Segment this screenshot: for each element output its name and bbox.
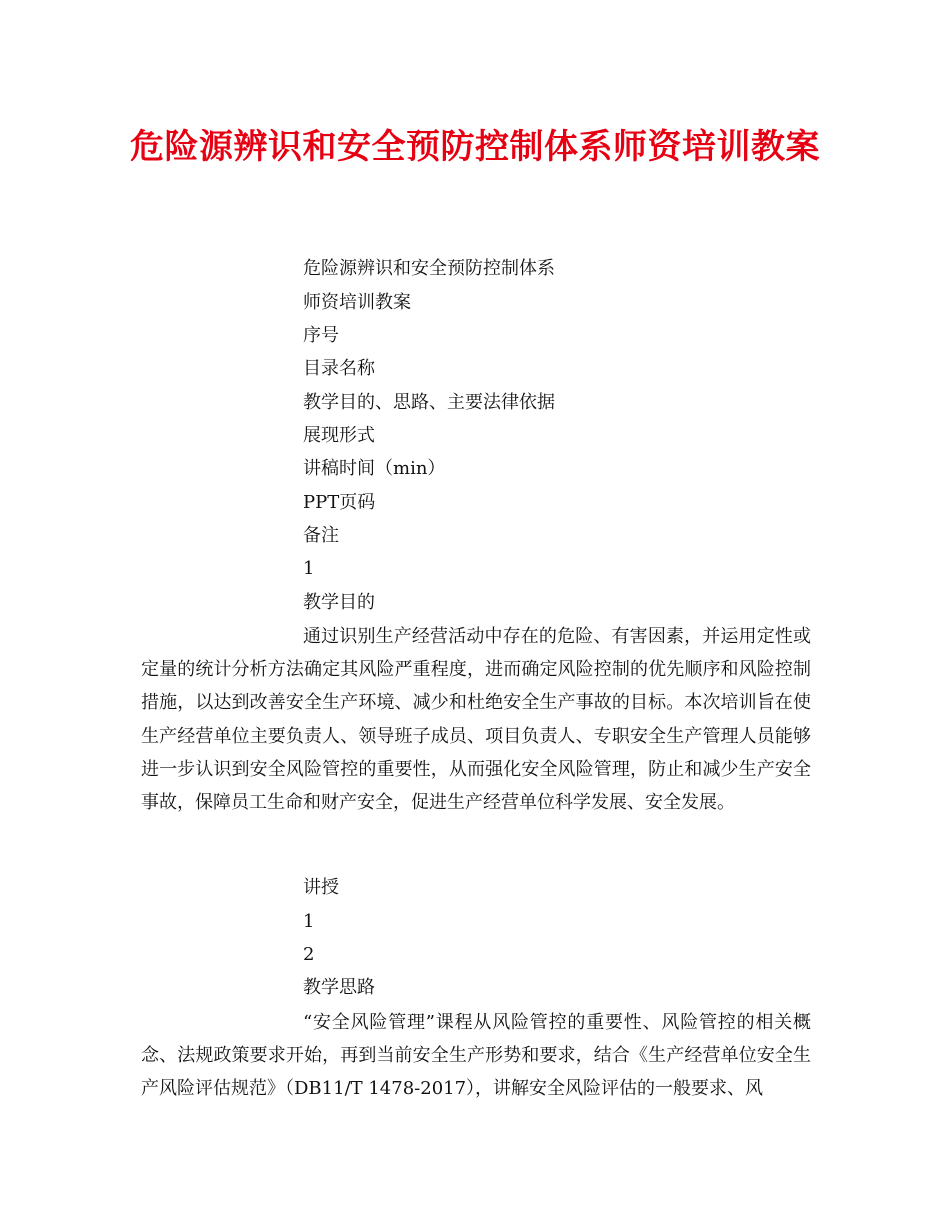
table-header-purpose: 教学目的、思路、主要法律依据: [303, 392, 555, 413]
section-label: 教学目的: [303, 592, 375, 613]
section-label: 教学思路: [303, 977, 375, 998]
format-value: 讲授: [303, 877, 339, 898]
table-header-format: 展现形式: [303, 425, 375, 446]
document-title: 危险源辨识和安全预防控制体系师资培训教案: [130, 127, 820, 167]
heading-line: 师资培训教案: [303, 292, 411, 313]
table-header-number: 序号: [303, 325, 339, 346]
page-value: 2: [303, 944, 315, 965]
table-header-notes: 备注: [303, 525, 339, 546]
approach-paragraph: “安全风险管理”课程从风险管控的重要性、风险管控的相关概念、法规政策要求开始，再到当前安全生产形势和要求，结合《生产经营单位安全生产风险评估规范》（DB11/T 1478-2017），讲解安全风险评估的一般要求、风: [141, 1012, 811, 1100]
table-header-ppt-page: PPT页码: [303, 492, 376, 513]
purpose-paragraph: 通过识别生产经营活动中存在的危险、有害因素，并运用定性或定量的统计分析方法确定其风险严重程度，进而确定风险控制的优先顺序和风险控制措施，以达到改善安全生产环境、减少和杜绝安全生产事故的目标。本次培训旨在使生产经营单位主要负责人、领导班子成员、项目负责人、专职安全生产管理人员能够进一步认识到安全风险管控的重要性，从而强化安全风险管理，防止和减少生产安全事故，保障员工生命和财产安全，促进生产经营单位科学发展、安全发展。: [141, 626, 811, 814]
time-value: 1: [303, 911, 315, 932]
heading-line: 危险源辨识和安全预防控制体系: [303, 258, 555, 279]
table-header-time: 讲稿时间（min）: [303, 458, 446, 479]
row-number: 1: [303, 558, 315, 579]
table-header-catalog: 目录名称: [303, 358, 375, 379]
